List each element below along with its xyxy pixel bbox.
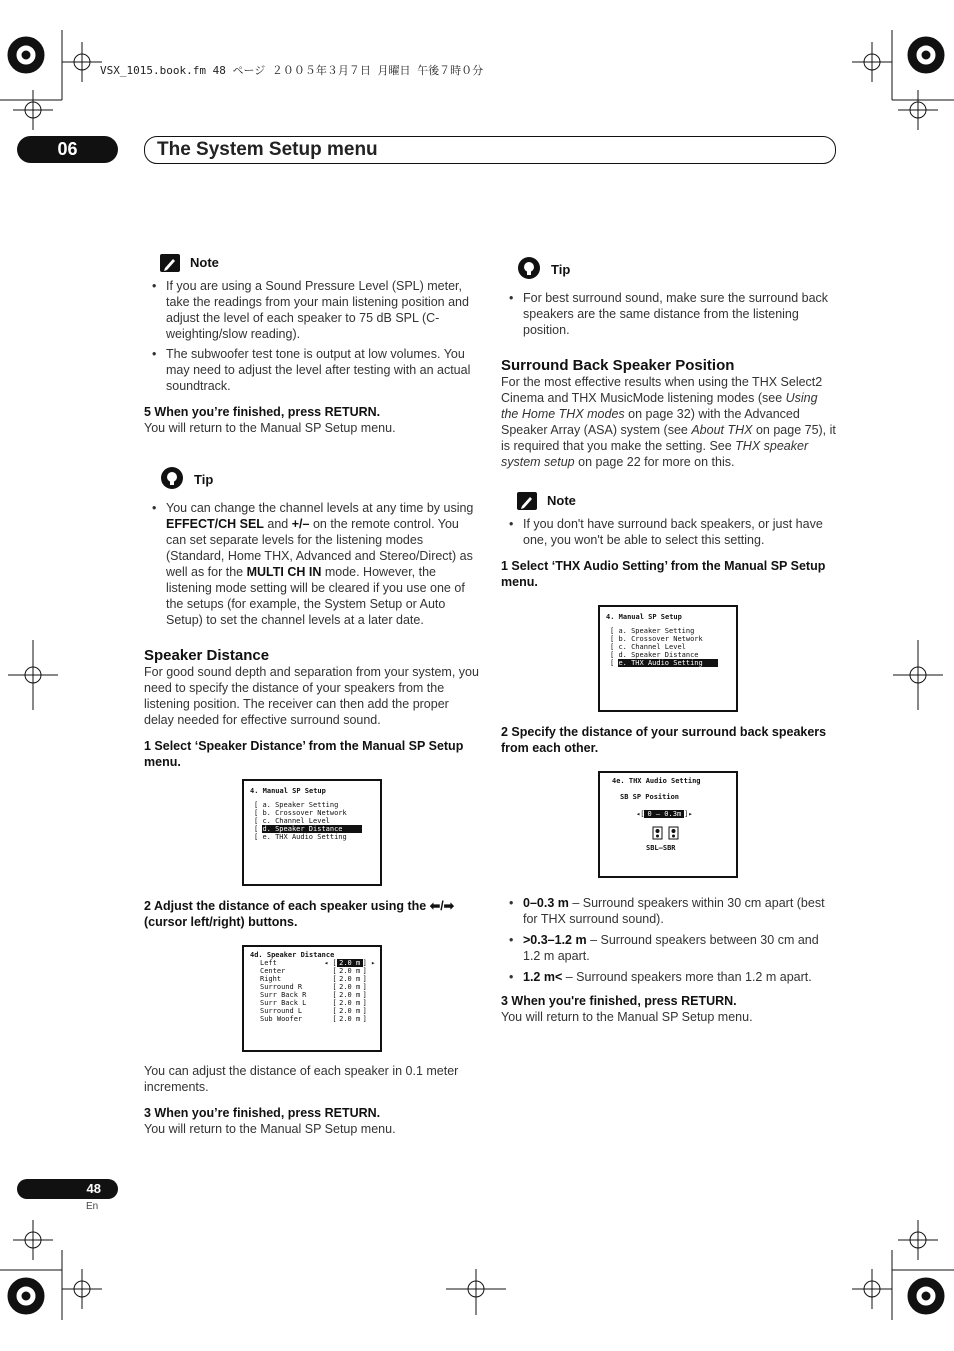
options-list (501, 895, 837, 985)
note-title: Note (547, 493, 576, 508)
option-item: • >0.3–1.2 m – Surround speakers between 30 cm and 1.2 m apart. (501, 932, 837, 964)
menu-item: [ c. Channel Level (610, 643, 686, 651)
lightbulb-icon (160, 466, 184, 494)
distance-row: Surr Back R [ 2.0 m ] (260, 991, 367, 999)
screen-title: 4e. THX Audio Setting (612, 777, 701, 785)
left-column (144, 254, 480, 770)
language-label: En (86, 1201, 99, 1212)
menu-item-selected: [ d. Speaker Distance (254, 825, 366, 833)
step-5: 5 When you’re finished, press RETURN. (144, 405, 381, 419)
sbsp-body: For the most effective results when using the THX Select2 Cinema and THX MusicMode listening modes (see Using the Home THX modes on page 32) with the Advanced Speaker Array (ASA) system (see About THX on page 75), it is required that you make the setting. See THX speaker system setup on page 22 for more on this. (501, 375, 836, 469)
distance-list (260, 959, 380, 1023)
lightbulb-icon (517, 256, 541, 284)
distance-row: Sub Woofer [ 2.0 m ] (260, 1015, 367, 1023)
speaker-icons (652, 826, 736, 842)
option-item: • 0–0.3 m – Surround speakers within 30 cm apart (best for THX surround sound). (501, 895, 837, 927)
menu-list (254, 801, 366, 841)
distance-row: Right [ 2.0 m ] (260, 975, 367, 983)
step-3: 3 When you’re finished, press RETURN. (144, 1106, 381, 1120)
step-5-desc: You will return to the Manual SP Setup menu. (144, 421, 396, 435)
menu-item: [ a. Speaker Setting (610, 627, 695, 635)
distance-row: Left ◂ [ 2.0 m ] ▸ (260, 959, 376, 967)
step-1: 1 Select ‘Speaker Distance’ from the Manual SP Setup menu. (144, 739, 464, 769)
tip-title: Tip (194, 472, 214, 487)
screen-title: 4. Manual SP Setup (606, 613, 682, 621)
distance-row: Surround L [ 2.0 m ] (260, 1007, 367, 1015)
note-box-title (517, 492, 837, 510)
note-pencil-icon (160, 254, 180, 272)
speaker-label: SBL–SBR (646, 844, 676, 852)
menu-item-selected: [ e. THX Audio Setting (610, 659, 722, 667)
left-bottom (144, 1063, 480, 1137)
note-title: Note (190, 255, 219, 270)
note-item: • The subwoofer test tone is output at low volumes. You may need to adjust the level after testing with an actual soundtrack. (144, 346, 480, 394)
distance-row: Center [ 2.0 m ] (260, 967, 367, 975)
screen-subtitle: SB SP Position (620, 793, 680, 801)
increments-text: You can adjust the distance of each speaker in 0.1 meter increments. (144, 1064, 459, 1094)
screen-manual-sp-setup (242, 779, 382, 886)
distance-row: Surr Back L [ 2.0 m ] (260, 999, 367, 1007)
chapter-title: The System Setup menu (144, 136, 836, 164)
arrow-left-icon: ◂[ (636, 810, 645, 818)
speaker-distance-body: For good sound depth and separation from your system, you need to specify the distance of your speakers from the listening position. The receiver can then add the proper delay needed for effective surround sound. (144, 665, 479, 727)
menu-item: [ c. Channel Level (254, 817, 330, 825)
page-number: 48 (17, 1179, 118, 1199)
distance-row: Surround R [ 2.0 m ] (260, 983, 367, 991)
menu-item: [ a. Speaker Setting (254, 801, 339, 809)
arrow-right-icon: ]▸ (684, 810, 693, 818)
menu-item: [ d. Speaker Distance (610, 651, 699, 659)
menu-item: [ b. Crossover Network (610, 635, 703, 643)
tip-title: Tip (551, 262, 571, 277)
file-header: VSX_1015.book.fm 48 ページ ２００５年３月７日 月曜日 午後７時０分 (100, 64, 484, 77)
note-item: • If you don't have surround back speakers, or just have one, you won't be able to select this setting. (501, 516, 837, 548)
menu-item: [ b. Crossover Network (254, 809, 347, 817)
step-3-right: 3 When you're finished, press RETURN. (501, 994, 737, 1008)
right-column (501, 256, 837, 590)
tip-item: • You can change the channel levels at any time by using EFFECT/CH SEL and +/– on the remote control. You can set separate levels for the listening modes (Standard, Home THX, Advanced and Stereo/Direct) as well as for the MULTI CH IN mode. However, the listening mode setting will be cleared if you use one of the setups (for example, the System Setup or Auto Setup) to set the channel levels at a later date. (144, 500, 480, 628)
step-2-right: 2 Specify the distance of your surround back speakers from each other. (501, 725, 827, 755)
sb-position-value-row (636, 810, 736, 818)
tip-list (501, 290, 837, 338)
speaker-distance-heading: Speaker Distance (144, 647, 270, 664)
chapter-number: 06 (17, 136, 118, 163)
screen-manual-sp-setup-thx (598, 605, 738, 712)
sbsp-heading: Surround Back Speaker Position (501, 357, 735, 374)
screen-title: 4. Manual SP Setup (250, 787, 326, 795)
menu-item: [ e. THX Audio Setting (254, 833, 347, 841)
tip-item: • For best surround sound, make sure the surround back speakers are the same distance from the listening position. (501, 290, 837, 338)
right-bottom (501, 895, 837, 1025)
step-3-desc: You will return to the Manual SP Setup menu. (144, 1122, 396, 1136)
tip-list (144, 500, 480, 628)
step-3-right-desc: You will return to the Manual SP Setup menu. (501, 1010, 753, 1024)
screen-speaker-distance (242, 945, 382, 1052)
screen-thx-audio-setting (598, 771, 738, 878)
speaker-pair-icon (652, 826, 682, 840)
note-list (501, 516, 837, 548)
note-item: • If you are using a Sound Pressure Level (SPL) meter, take the readings from your main listening position and adjust the level of each speaker to 75 dB SPL (C-weighting/slow reading). (144, 278, 480, 342)
tip-box-title (160, 466, 480, 494)
screen-title: 4d. Speaker Distance (250, 951, 335, 959)
tip-box-title (517, 256, 837, 284)
note-pencil-icon (517, 492, 537, 510)
step-2: 2 Adjust the distance of each speaker using the ⬅/➡ (cursor left/right) buttons. (144, 899, 455, 929)
note-box-title (160, 254, 480, 272)
step-1: 1 Select ‘THX Audio Setting’ from the Manual SP Setup menu. (501, 559, 826, 589)
sb-position-value: 0 – 0.3m (644, 810, 684, 818)
option-item: • 1.2 m< – Surround speakers more than 1.2 m apart. (501, 969, 837, 985)
menu-list (610, 627, 722, 667)
note-list (144, 278, 480, 394)
